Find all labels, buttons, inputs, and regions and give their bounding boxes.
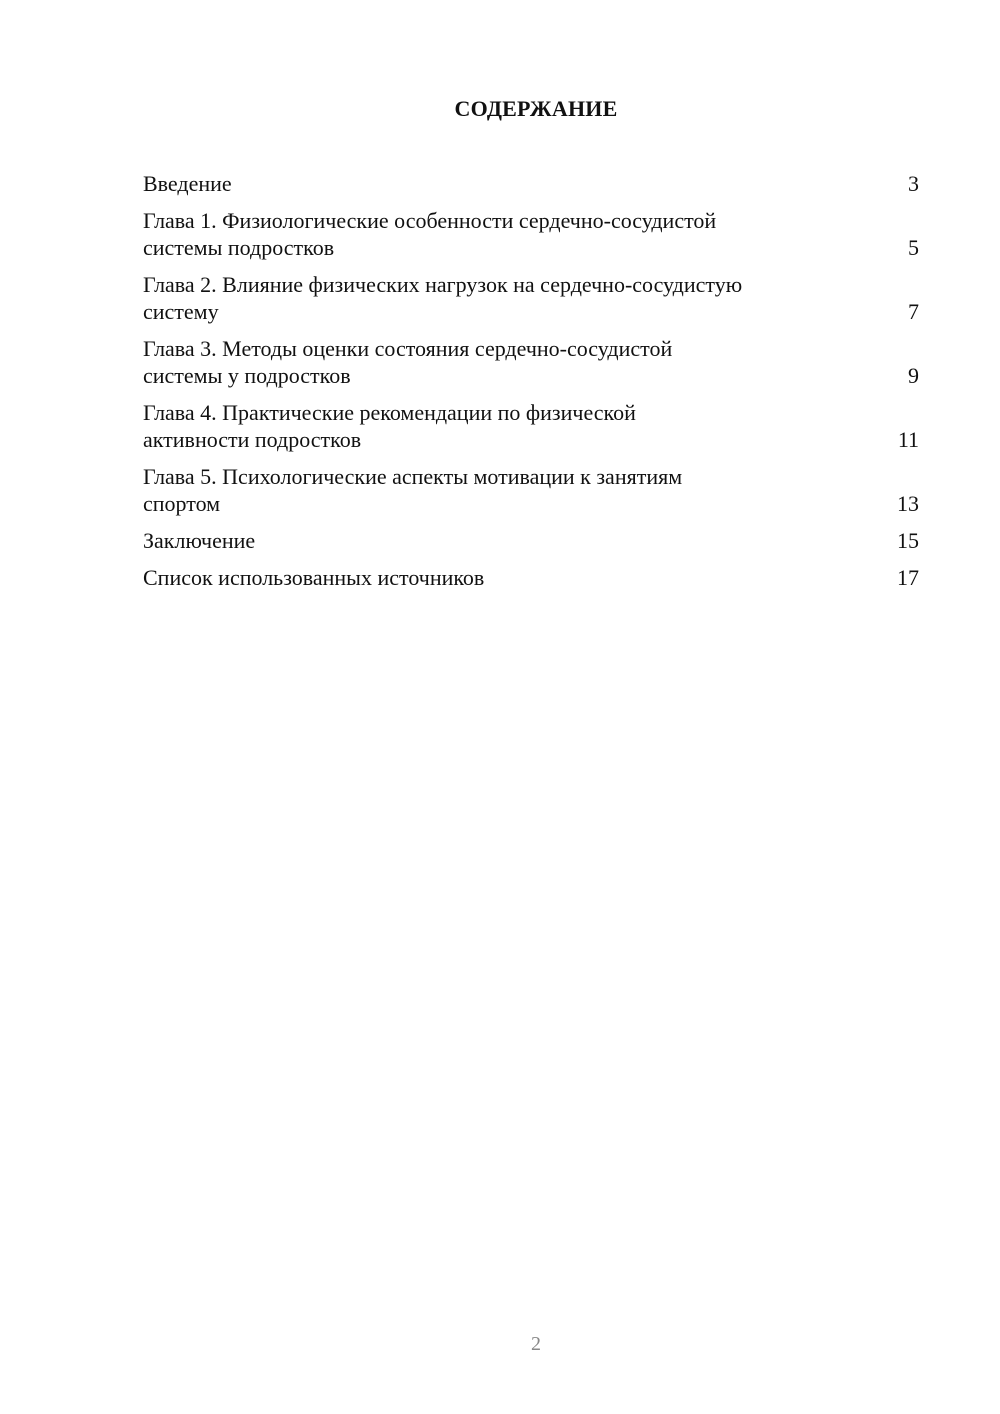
toc-entry-page: 11 bbox=[897, 427, 919, 452]
toc-entry-page: 15 bbox=[897, 528, 919, 553]
toc-entry-label: Введение bbox=[143, 171, 232, 196]
toc-entry-chapter-3[interactable] bbox=[143, 335, 919, 389]
toc-title: СОДЕРЖАНИЕ bbox=[454, 96, 618, 121]
toc-entry-chapter-1[interactable] bbox=[143, 207, 919, 261]
toc-entry-page: 9 bbox=[908, 363, 919, 388]
toc-entry-label: Список использованных источников bbox=[143, 565, 485, 590]
toc-entry-page: 13 bbox=[897, 491, 919, 516]
toc-entry-chapter-5[interactable] bbox=[143, 463, 919, 517]
toc-entry-chapter-2[interactable] bbox=[143, 271, 919, 325]
toc-entry-introduction[interactable] bbox=[143, 170, 919, 197]
toc-entry-label: Глава 4. Практические рекомендации по физической активности подростков bbox=[143, 400, 636, 452]
toc-entry-chapter-4[interactable] bbox=[143, 399, 919, 453]
toc-entry-page: 17 bbox=[897, 565, 919, 590]
toc-entry-page: 3 bbox=[908, 171, 919, 196]
toc-entry-conclusion[interactable] bbox=[143, 527, 919, 554]
toc-entry-references[interactable] bbox=[143, 564, 919, 591]
table-of-contents bbox=[143, 170, 919, 601]
toc-entry-page: 7 bbox=[908, 299, 919, 324]
page-number: 2 bbox=[531, 1333, 541, 1355]
toc-entry-label: Глава 2. Влияние физических нагрузок на сердечно-сосудистую систему bbox=[143, 272, 743, 324]
toc-entry-label: Заключение bbox=[143, 528, 256, 553]
toc-entry-label: Глава 3. Методы оценки состояния сердечно-сосудистой системы у подростков bbox=[143, 336, 673, 388]
toc-entry-label: Глава 1. Физиологические особенности сердечно-сосудистой системы подростков bbox=[143, 208, 717, 260]
toc-entry-label: Глава 5. Психологические аспекты мотивации к занятиям спортом bbox=[143, 464, 683, 516]
toc-entry-page: 5 bbox=[908, 235, 919, 260]
